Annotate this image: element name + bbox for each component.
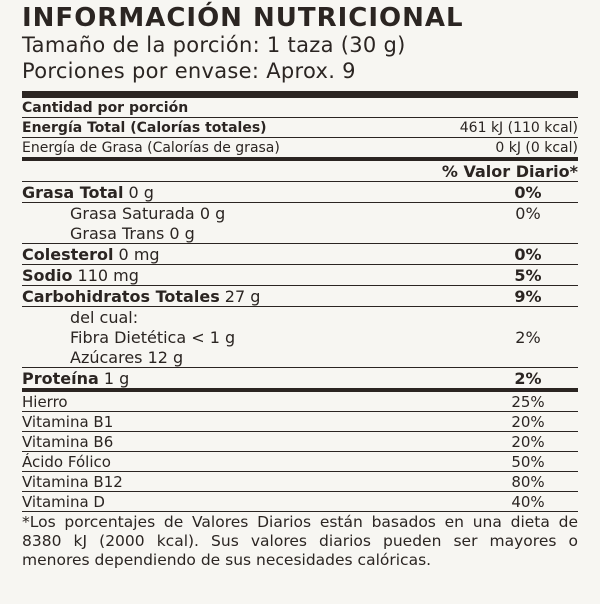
- nutrient-row: [22, 307, 578, 327]
- vitamin-dv: 80%: [511, 472, 545, 491]
- nutrient-row: [22, 368, 578, 388]
- nutrient-amount: 110 mg: [72, 265, 139, 285]
- panel-title: INFORMACIÓN NUTRICIONAL: [22, 3, 464, 33]
- vitamin-name: Vitamina D: [22, 492, 105, 511]
- nutrient-amount: 12 g: [142, 347, 184, 367]
- vitamin-name: Vitamina B6: [22, 432, 114, 451]
- nutrient-name: Grasa Total: [22, 182, 124, 202]
- nutrient-name: Proteína: [22, 368, 99, 388]
- nutrient-dv: 2%: [514, 368, 542, 388]
- nutrient-name: del cual:: [70, 307, 139, 327]
- vitamin-row: [22, 432, 578, 451]
- vitamin-dv: 25%: [511, 392, 545, 411]
- amount-per-serving-label: Cantidad por porción: [22, 99, 189, 116]
- vitamin-dv: 40%: [511, 492, 545, 511]
- nutrient-name: Colesterol: [22, 244, 114, 264]
- nutrient-label: [22, 369, 478, 388]
- vitamin-row: [22, 472, 578, 491]
- nutrient-label: [22, 287, 478, 306]
- footnote: *Los porcentajes de Valores Diarios están basados en una dieta de 8380 kJ (2000 kcal). Sus valores diarios pueden ser mayores o menores dependiendo de sus necesidades calóricas.: [22, 513, 578, 569]
- nutrient-label: [22, 328, 478, 347]
- fat-energy-label: Energía de Grasa (Calorías de grasa): [22, 139, 280, 156]
- nutrient-dv: 0%: [514, 182, 542, 202]
- nutrient-row: [22, 327, 578, 347]
- nutrient-list: [22, 182, 578, 388]
- vitamin-dv: 20%: [511, 412, 545, 431]
- vitamin-dv: 20%: [511, 432, 545, 451]
- nutrient-row: [22, 286, 578, 306]
- fat-energy-row: [22, 138, 578, 157]
- vitamin-name: Hierro: [22, 392, 68, 411]
- dv-header: % Valor Diario*: [441, 161, 578, 181]
- vitamin-row: [22, 452, 578, 471]
- fat-energy-value: 0 kJ (0 kcal): [495, 139, 578, 156]
- nutrient-label: [22, 348, 478, 367]
- nutrient-label: [22, 224, 478, 243]
- vitamin-dv: 50%: [511, 452, 545, 471]
- nutrient-amount: 0 g: [194, 203, 226, 223]
- nutrient-amount: 0 g: [164, 223, 195, 243]
- nutrient-label: [22, 266, 478, 285]
- nutrient-name: Azúcares: [70, 347, 143, 367]
- vitamin-name: Vitamina B1: [22, 412, 114, 431]
- nutrient-dv: 0%: [514, 244, 542, 264]
- nutrient-row: [22, 347, 578, 367]
- nutrient-row: [22, 203, 578, 223]
- energy-value: 461 kJ (110 kcal): [459, 119, 578, 136]
- nutrient-name: Sodio: [22, 265, 73, 285]
- dv-header-row: [22, 161, 578, 181]
- nutrient-row: [22, 223, 578, 243]
- servings-per-container: Porciones por envase: Aprox. 9: [22, 59, 356, 83]
- nutrient-amount: 0 g: [123, 182, 154, 202]
- vitamin-list: [22, 392, 578, 512]
- nutrient-amount: < 1 g: [186, 327, 236, 347]
- nutrient-label: [22, 204, 478, 223]
- nutrient-dv: 2%: [515, 327, 541, 347]
- nutrient-name: Fibra Dietética: [70, 327, 187, 347]
- nutrient-row: [22, 265, 578, 285]
- vitamin-row: [22, 492, 578, 511]
- energy-row: [22, 118, 578, 137]
- nutrient-name: Grasa Trans: [70, 223, 165, 243]
- nutrient-label: [22, 183, 478, 202]
- nutrient-row: [22, 182, 578, 202]
- nutrient-label: [22, 245, 478, 264]
- nutrient-label: [22, 308, 478, 327]
- vitamin-name: Vitamina B12: [22, 472, 123, 491]
- nutrient-name: Carbohidratos Totales: [22, 286, 220, 306]
- amount-per-serving: [22, 98, 578, 117]
- vitamin-row: [22, 412, 578, 431]
- serving-size: Tamaño de la porción: 1 taza (30 g): [22, 33, 406, 57]
- divider-thick: [22, 91, 578, 98]
- nutrient-row: [22, 244, 578, 264]
- energy-label: Energía Total (Calorías totales): [22, 119, 267, 136]
- vitamin-name: Ácido Fólico: [22, 452, 111, 471]
- nutrient-dv: 9%: [514, 286, 542, 306]
- nutrient-amount: 27 g: [219, 286, 261, 306]
- nutrient-name: Grasa Saturada: [70, 203, 195, 223]
- nutrition-facts-panel: [0, 4, 600, 604]
- nutrient-dv: 5%: [514, 265, 542, 285]
- nutrient-amount: 1 g: [98, 368, 130, 388]
- divider-thin: [22, 511, 578, 512]
- nutrient-amount: 0 mg: [113, 244, 160, 264]
- nutrient-dv: 0%: [515, 203, 541, 223]
- vitamin-row: [22, 392, 578, 411]
